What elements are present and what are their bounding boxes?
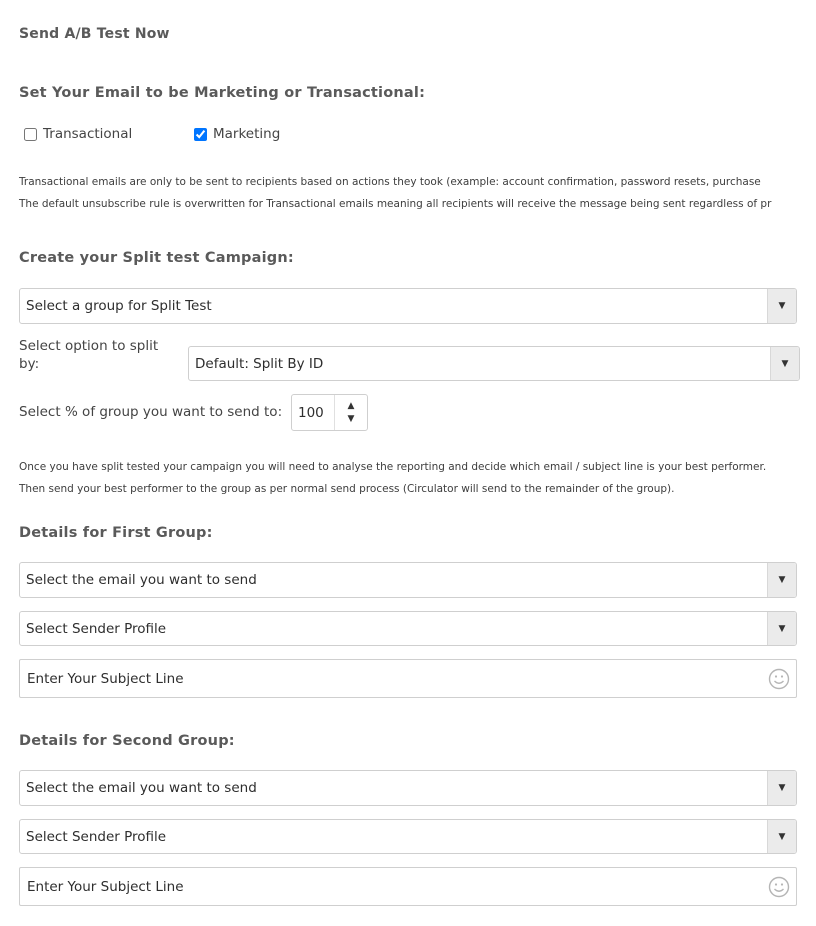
spinner-up-icon[interactable]: ▲ [347, 400, 355, 411]
smiley-icon[interactable] [768, 668, 790, 690]
chevron-down-icon: ▼ [767, 612, 796, 645]
chevron-down-icon: ▼ [767, 771, 796, 805]
first-group-subject-input[interactable] [19, 659, 797, 698]
split-note-line-1: Once you have split tested your campaign you will need to analyse the reporting and decide which email / subject line is your best performer. [19, 461, 767, 473]
second-group-subject-input[interactable] [19, 867, 797, 906]
marketing-label: Marketing [213, 126, 281, 142]
split-option-label: Select option to split by: [19, 338, 159, 372]
second-group-subject-placeholder: Enter Your Subject Line [27, 878, 184, 895]
split-test-heading: Create your Split test Campaign: [19, 250, 294, 266]
transactional-label: Transactional [43, 126, 133, 142]
split-option-select[interactable] [188, 346, 800, 381]
transactional-checkbox[interactable] [24, 128, 37, 141]
second-group-email-select-value: Select the email you want to send [26, 780, 257, 796]
split-note-line-2: Then send your best performer to the group as per normal send process (Circulator will send to the remainder of the group). [19, 483, 675, 495]
second-group-sender-select[interactable] [19, 819, 797, 854]
chevron-down-icon: ▼ [767, 820, 796, 853]
percent-input[interactable] [291, 394, 368, 431]
page-title: Send A/B Test Now [19, 26, 170, 42]
email-type-heading: Set Your Email to be Marketing or Transactional: [19, 85, 426, 101]
marketing-option[interactable] [194, 126, 280, 142]
first-group-subject-placeholder: Enter Your Subject Line [27, 670, 184, 687]
second-group-heading: Details for Second Group: [19, 733, 235, 749]
second-group-email-select[interactable] [19, 770, 797, 806]
percent-label: Select % of group you want to send to: [19, 404, 283, 420]
transactional-option[interactable] [24, 126, 132, 142]
smiley-icon[interactable] [768, 876, 790, 898]
first-group-sender-select[interactable] [19, 611, 797, 646]
chevron-down-icon: ▼ [767, 563, 796, 597]
first-group-heading: Details for First Group: [19, 525, 213, 541]
split-group-select[interactable] [19, 288, 797, 324]
first-group-email-select[interactable] [19, 562, 797, 598]
transactional-note-line-2: The default unsubscribe rule is overwritten for Transactional emails meaning all recipients will receive the message being sent regardless of pr [19, 198, 772, 210]
percent-value: 100 [298, 404, 324, 421]
percent-spinner[interactable] [334, 395, 367, 430]
first-group-email-select-value: Select the email you want to send [26, 572, 257, 588]
transactional-note-line-1: Transactional emails are only to be sent to recipients based on actions they took (example: account confirmation, password resets, purchase [19, 176, 761, 188]
chevron-down-icon: ▼ [767, 289, 796, 323]
spinner-down-icon[interactable]: ▼ [347, 413, 355, 424]
first-group-sender-select-value: Select Sender Profile [26, 620, 167, 637]
split-group-select-value: Select a group for Split Test [26, 298, 212, 314]
second-group-sender-select-value: Select Sender Profile [26, 828, 167, 845]
chevron-down-icon: ▼ [770, 347, 799, 380]
split-option-select-value: Default: Split By ID [195, 355, 324, 372]
marketing-checkbox[interactable] [194, 128, 207, 141]
